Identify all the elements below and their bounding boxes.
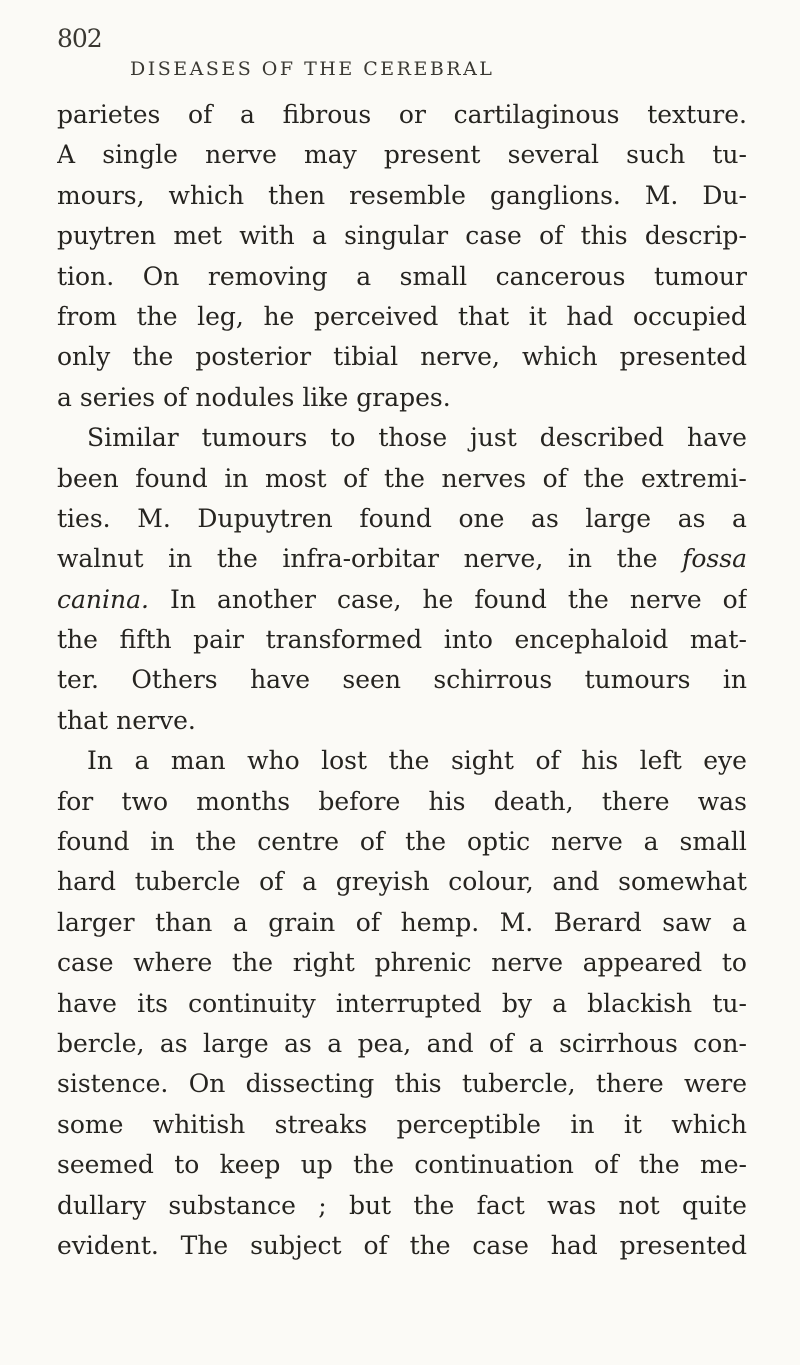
text-line: seemed to keep up the continuation of the me- [57, 1150, 747, 1180]
text-line: a series of nodules like grapes. [57, 382, 451, 412]
body-text [57, 95, 747, 1266]
text-line: only the posterior tibial nerve, which presented [57, 342, 747, 372]
text-line: some whitish streaks perceptible in it which [57, 1109, 747, 1139]
text-line: dullary substance ; but the fact was not quite [57, 1190, 747, 1220]
text-line: In a man who lost the sight of his left eye [87, 746, 747, 776]
page-number: 802 [57, 24, 102, 53]
text-line: that nerve. [57, 705, 196, 735]
text-line: ter. Others have seen schirrous tumours in [57, 665, 747, 695]
text-line: A single nerve may present several such tu- [57, 140, 747, 170]
text-line: hard tubercle of a greyish colour, and somewhat [57, 867, 747, 897]
text-line: tion. On removing a small cancerous tumour [57, 261, 747, 291]
text-line: the fifth pair transformed into encephaloid mat- [57, 625, 747, 655]
text-line: been found in most of the nerves of the extremi- [57, 463, 747, 493]
text-line: bercle, as large as a pea, and of a scirrhous con- [57, 1028, 747, 1058]
text-line: walnut in the infra-orbitar nerve, in the fossa [57, 544, 747, 574]
text-line: larger than a grain of hemp. M. Berard saw a [57, 907, 747, 937]
text-line: for two months before his death, there was [57, 786, 747, 816]
text-line: case where the right phrenic nerve appeared to [57, 948, 747, 978]
running-head: DISEASES OF THE CEREBRAL [130, 58, 495, 80]
text-line: have its continuity interrupted by a blackish tu- [57, 988, 747, 1018]
text-line: mours, which then resemble ganglions. M. Du- [57, 180, 747, 210]
text-line: evident. The subject of the case had presented [57, 1230, 747, 1260]
text-line: Similar tumours to those just described have [87, 423, 747, 453]
text-line: found in the centre of the optic nerve a small [57, 827, 747, 857]
text-line: canina. In another case, he found the nerve of [57, 584, 747, 614]
text-line: sistence. On dissecting this tubercle, there were [57, 1069, 747, 1099]
text-line: parietes of a fibrous or cartilaginous texture. [57, 100, 747, 129]
text-line: puytren met with a singular case of this descrip- [57, 221, 747, 251]
text-line: ties. M. Dupuytren found one as large as a [57, 503, 747, 533]
text-line: from the leg, he perceived that it had occupied [57, 301, 747, 331]
